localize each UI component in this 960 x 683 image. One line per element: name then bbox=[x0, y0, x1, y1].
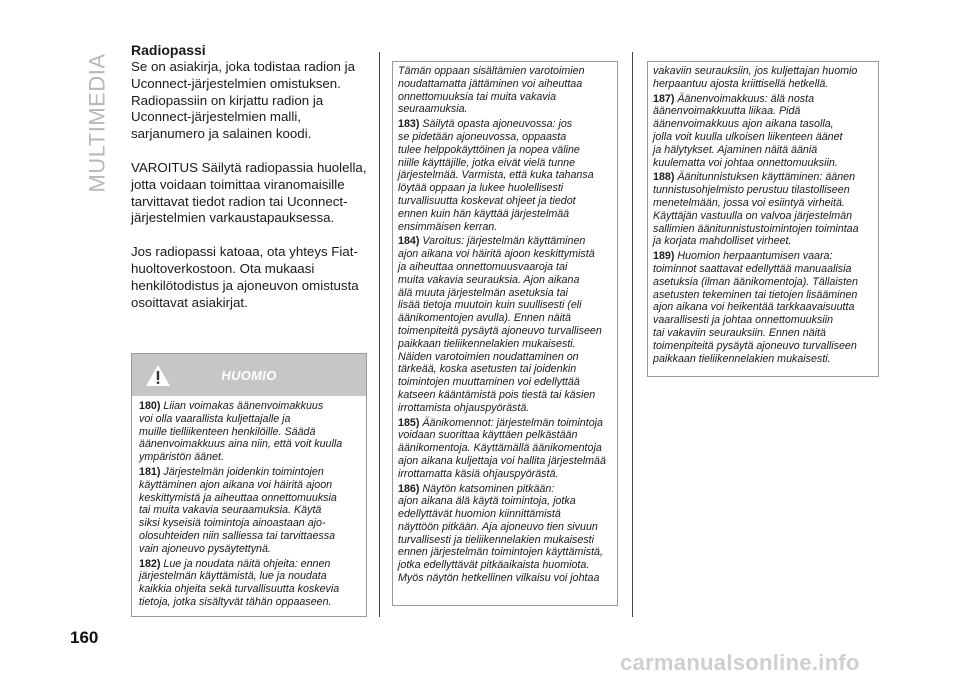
column-divider bbox=[632, 52, 633, 617]
note-item bbox=[653, 171, 873, 248]
note-text: Näytön katsominen pitkään: ajon aikana älä käytä toimintoja, jotka edellyttävät huomion kiinnittämistä näyttöön pitkään. Aja ajoneuvo tien sivuun turvallisesti ja tieliikennelakien mukaisesti ennen järjestelmän toimintojen käyttämistä, jotka edellyttävät pitkäaikaista huomiota. Myös näytön hetkellinen vilkaisu voi johtaa bbox=[398, 482, 603, 585]
note-text: Varoitus: järjestelmän käyttäminen ajon aikana voi häiritä ajoon keskittymistä ja aiheuttaa onnettomuusvaaroja tai muita vakavia seurauksia. Ajon aikana älä muuta järjestelmän asetuksia tai lisää tietoja muutoin kuin suullisesti (eli äänikomentojen avulla). Ennen näitä toimenpiteitä pysäytä ajoneuvo turvalliseen paikkaan tieliikennelakien mukaisesti. Näiden varotoimien noudattaminen on tärkeää, koska asetusten tai joidenkin toimintojen muuttaminen voi edellyttää katseen kääntämistä pois tiestä tai käsien irrottamista ohjauspyörästä. bbox=[398, 235, 602, 414]
note-item bbox=[653, 250, 873, 365]
note-number: 186) bbox=[398, 482, 420, 495]
note-text: Liian voimakas äänenvoimakkuus voi olla vaarallista kuljettajalle ja muille tielliikenteen henkilöille. Säädä äänenvoimakkuus aina niin, että voit kuulla ympäristön äänet. bbox=[139, 400, 343, 464]
notes-box-right bbox=[647, 61, 879, 377]
note-text: Äänitunnistuksen käyttäminen: äänen tunnistusohjelmisto perustuu tilastolliseen menetelmään, jossa voi esiintyä virheitä. Käyttäjän vastuulla on valvoa järjestelmän sallimien äänitunnistustoimintojen toimintaa ja korjata mahdolliset virheet. bbox=[653, 171, 859, 248]
warning-box bbox=[131, 353, 367, 617]
note-item bbox=[139, 400, 359, 464]
note-text: Äänenvoimakkuus: älä nosta äänenvoimakkuutta liikaa. Pidä äänenvoimakkuus ajon aikana tasolla, jolla voit kuulla ulkoisen liikenteen äänet ja hälytykset. Ajaminen näitä ääniä kuulematta voi johtaa onnettomuuksiin. bbox=[653, 92, 843, 169]
note-number: 183) bbox=[398, 118, 420, 131]
note-item bbox=[139, 558, 359, 609]
note-number: 189) bbox=[653, 250, 675, 263]
warning-triangle-icon bbox=[145, 364, 171, 387]
note-text: Järjestelmän joidenkin toimintojen käyttäminen ajon aikana voi häiritä ajoon keskittymistä ja aiheuttaa onnettomuuksia tai muita vakavia seuraamuksia. Käytä siksi kyseisiä toimintoja ainoastaan ajo- olosuhteiden niin salliessa tai tarvittaessa vain ajoneuvo pysäytettynä. bbox=[139, 465, 337, 555]
note-number: 187) bbox=[653, 92, 675, 105]
radiopassi-section bbox=[131, 42, 371, 328]
note-text: Lue ja noudata näitä ohjeita: ennen järjestelmän käyttämistä, lue ja noudata kaikkia ohjeita sekä turvallisuutta koskevia tietoja, jotka sisältyvät tähän oppaaseen. bbox=[139, 557, 340, 608]
note-number: 184) bbox=[398, 235, 420, 248]
note-number: 188) bbox=[653, 171, 675, 184]
paragraph: Jos radiopassi katoaa, ota yhteys Fiat-huoltoverkostoon. Ota mukaasi henkilötodistus ja ajoneuvon omistusta osoittavat asiakirjat. bbox=[131, 244, 359, 310]
note-item bbox=[398, 118, 612, 233]
section-title: Radiopassi bbox=[131, 42, 206, 58]
note-item bbox=[398, 235, 612, 414]
note-item bbox=[398, 417, 612, 481]
note-item bbox=[398, 483, 612, 585]
warning-title: HUOMIO bbox=[221, 367, 277, 383]
note-number: 181) bbox=[139, 465, 161, 478]
page-number: 160 bbox=[70, 628, 99, 647]
warning-header bbox=[132, 354, 366, 396]
paragraph: VAROITUS Säilytä radiopassia huolella, jotta voidaan toimittaa viranomaisille tarvittavat tiedot radion tai Uconnect-järjestelmien varkaustapauksessa. bbox=[131, 159, 367, 226]
notes-box-middle bbox=[392, 61, 618, 606]
note-number: 185) bbox=[398, 416, 420, 429]
note-text: Huomion herpaantumisen vaara: toiminnot saattavat edellyttää manuaalisia asetuksia (ilman äänikomentoja). Tällaisten asetusten tekeminen tai tietojen lisääminen ajon aikana voi heikentää tarkkaavaisuutta vaarallisesti ja johtaa onnettomuuksiin tai vakaviin seurauksiin. Ennen näitä toimenpiteitä pysäytä ajoneuvo turvalliseen paikkaan tieliikennelakien mukaisesti. bbox=[653, 250, 858, 365]
note-number: 182) bbox=[139, 557, 161, 570]
watermark: carmanualsonline.info bbox=[620, 650, 860, 675]
column-divider bbox=[379, 52, 380, 617]
section-side-label-text: MULTIMEDIA bbox=[85, 53, 111, 193]
warning-body bbox=[132, 396, 366, 616]
note-intro: Tämän oppaan sisältämien varotoimien noudattamatta jättäminen voi aiheuttaa onnettomuuksia tai muita vakavia seuraamuksia. bbox=[398, 65, 585, 116]
note-text: Äänikomennot: järjestelmän toimintoja voidaan suorittaa käyttäen pelkästään äänikomentoja. Käyttämällä äänikomentoja ajon aikana kuljettaja voi hallita järjestelmää irrottamatta käsiä ohjauspyörästä. bbox=[398, 416, 606, 480]
note-item bbox=[653, 93, 873, 170]
note-intro: vakaviin seurauksiin, jos kuljettajan huomio herpaantuu ajosta kriittisellä hetkellä. bbox=[653, 65, 858, 90]
note-text: Säilytä opasta ajoneuvossa: jos se pidetään ajoneuvossa, oppaasta tulee helppokäyttöinen ja nopea väline niille käyttäjille, jotka eivät vielä tunne järjestelmää. Varmista, että kuka tahansa löytää oppaan ja lukee huolellisesti turvallisuutta koskevat ohjeet ja tiedot ennen kuin hän käyttää järjestelmää ensimmäisen kerran. bbox=[398, 118, 594, 233]
note-item bbox=[139, 466, 359, 556]
section-side-label bbox=[78, 53, 118, 193]
paragraph: Se on asiakirja, joka todistaa radion ja Uconnect-järjestelmien omistuksen. Radiopassiin on kirjattu radion ja Uconnect-järjestelmien malli, sarjanumero ja salainen koodi. bbox=[131, 59, 355, 142]
note-number: 180) bbox=[139, 400, 161, 412]
